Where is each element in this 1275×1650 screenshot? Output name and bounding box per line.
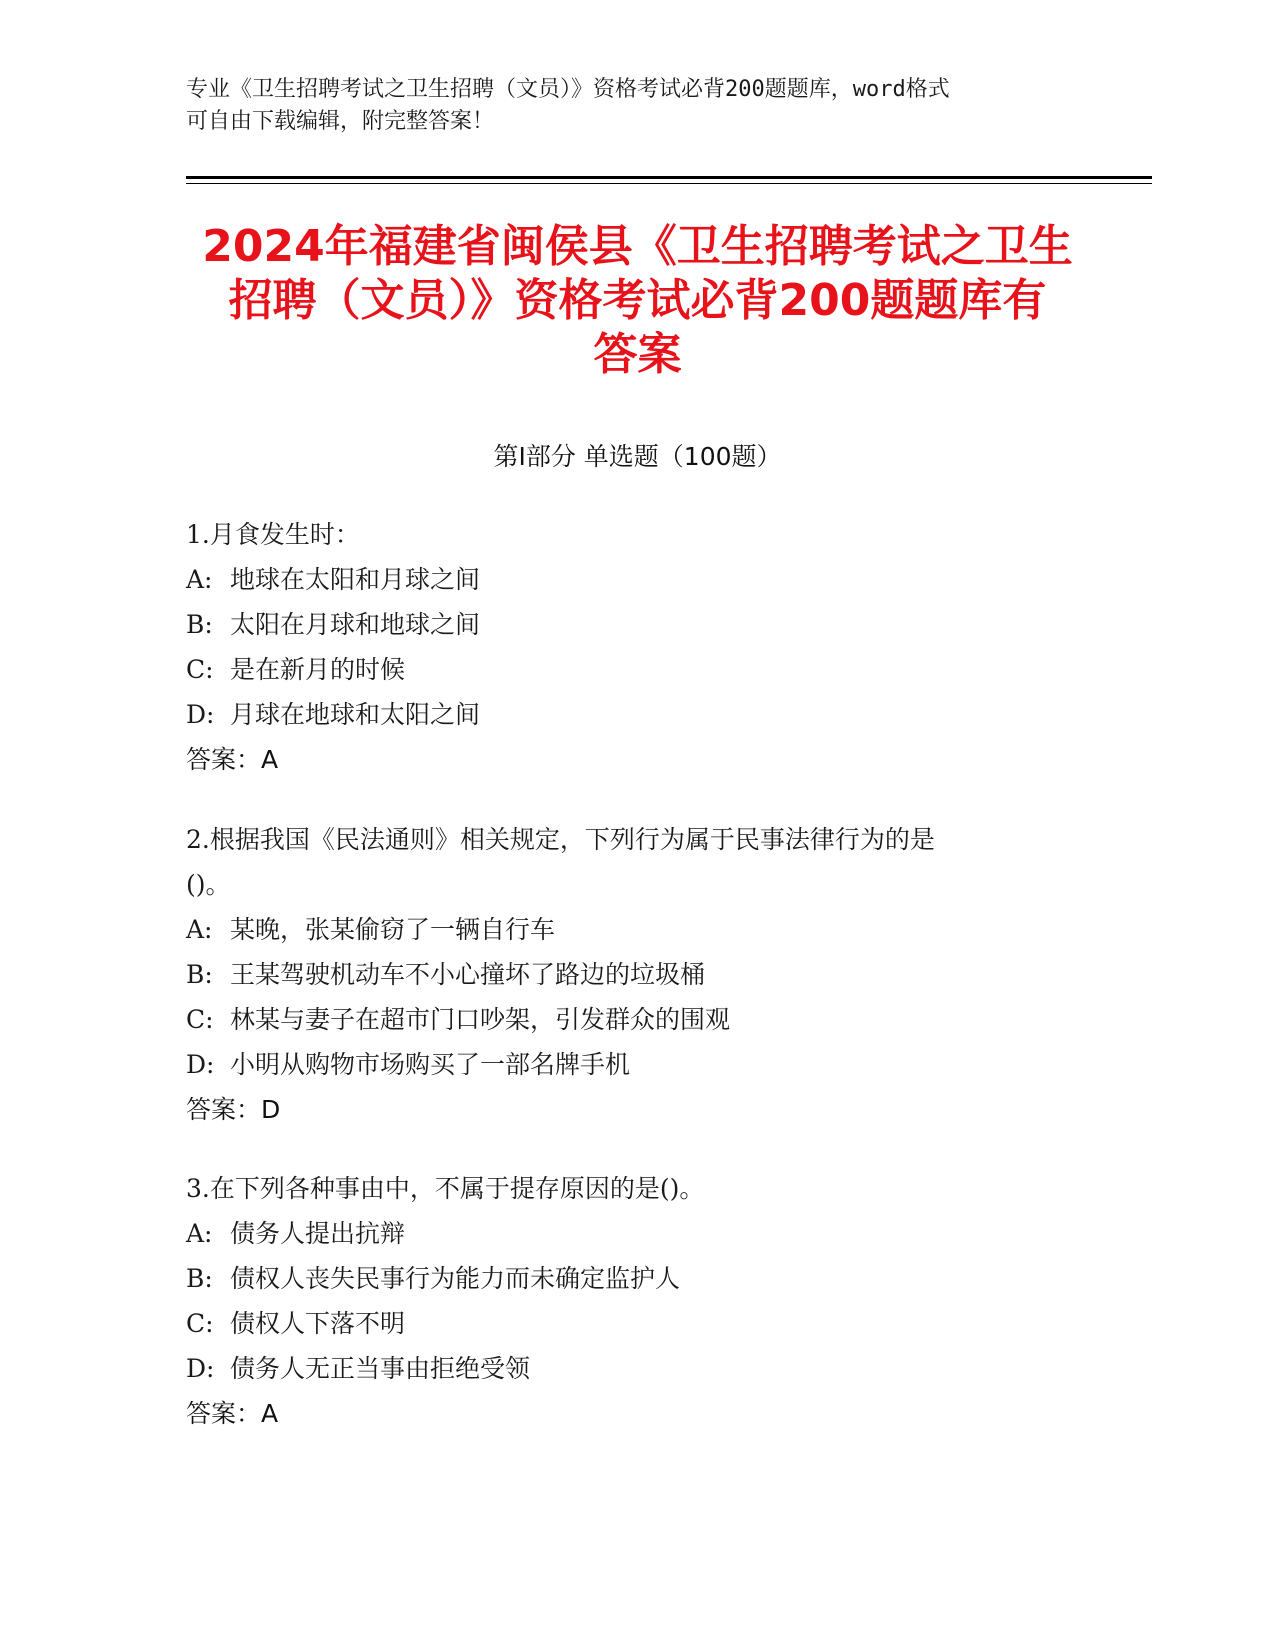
option-text: 王某驾驶机动车不小心撞坏了路边的垃圾桶 [230,960,706,989]
title-line-2: 招聘（文员）》资格考试必背200题题库有 [228,275,1047,326]
option-letter: D: [186,700,215,729]
header-note [186,74,1086,138]
header-divider-thick [186,176,1152,179]
option-text: 林某与妻子在超市门口吵架，引发群众的围观 [230,1005,731,1034]
option-text: 某晚，张某偷窃了一辆自行车 [230,915,556,944]
question-stem: 2.根据我国《民法通则》相关规定，下列行为属于民事法律行为的是 [186,825,935,854]
option-text: 太阳在月球和地球之间 [230,610,481,639]
header-note-line-2: 可自由下载编辑，附完整答案！ [186,109,495,134]
section-heading: 第I部分 单选题（100题） [493,442,782,471]
option-c [186,1301,1086,1346]
option-letter: D: [186,1354,215,1383]
option-letter: B: [186,610,213,639]
option-d [186,1346,1086,1391]
option-letter: B: [186,960,213,989]
option-a [186,557,1086,602]
option-a [186,907,1086,952]
option-letter: D: [186,1050,215,1079]
question-stem: 1.月食发生时： [186,520,360,549]
header-divider-thin [186,183,1152,184]
option-letter: A: [186,1219,213,1248]
option-text: 债权人丧失民事行为能力而未确定监护人 [230,1264,681,1293]
option-a [186,1211,1086,1256]
option-b [186,1256,1086,1301]
question-2 [186,817,1086,1132]
title-line-1: 2024年福建省闽侯县《卫生招聘考试之卫生 [202,221,1073,272]
option-b [186,952,1086,997]
option-text: 债务人无正当事由拒绝受领 [230,1354,531,1383]
option-c [186,647,1086,692]
option-letter: C: [186,1005,214,1034]
answer-line: 答案：A [186,1399,279,1428]
title-line-3: 答案 [593,329,682,380]
option-text: 债权人下落不明 [230,1309,406,1338]
question-stem-continued: ()。 [186,870,231,899]
header-note-line-1: 专业《卫生招聘考试之卫生招聘（文员）》资格考试必背200题题库，word格式 [186,77,950,102]
answer-line: 答案：A [186,745,279,774]
option-b [186,602,1086,647]
option-letter: A: [186,565,213,594]
option-text: 月球在地球和太阳之间 [230,700,481,729]
question-1 [186,512,1086,782]
option-text: 是在新月的时候 [230,655,406,684]
option-letter: A: [186,915,213,944]
answer-line: 答案：D [186,1095,281,1124]
option-text: 地球在太阳和月球之间 [230,565,481,594]
option-d [186,692,1086,737]
option-c [186,997,1086,1042]
question-stem: 3.在下列各种事由中，不属于提存原因的是()。 [186,1174,705,1203]
option-letter: B: [186,1264,213,1293]
question-3 [186,1166,1086,1436]
option-letter: C: [186,1309,214,1338]
document-title [150,220,1125,382]
option-letter: C: [186,655,214,684]
option-d [186,1042,1086,1087]
option-text: 债务人提出抗辩 [230,1219,406,1248]
option-text: 小明从购物市场购买了一部名牌手机 [230,1050,631,1079]
